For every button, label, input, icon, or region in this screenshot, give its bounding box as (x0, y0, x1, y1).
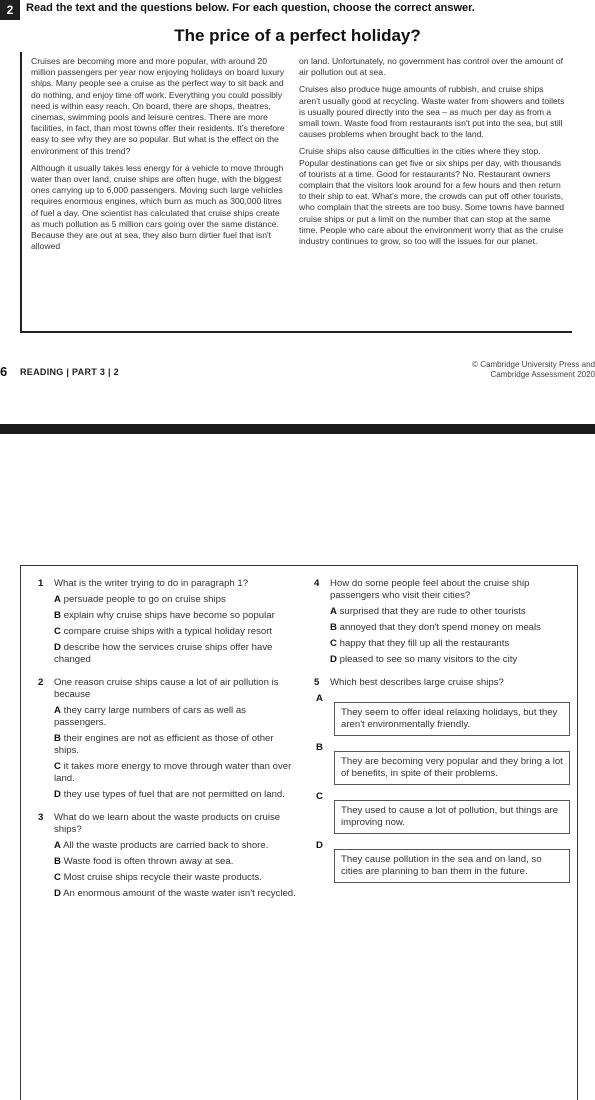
question-number-badge: 2 (0, 0, 20, 20)
option-letter: B (54, 856, 61, 867)
answer-option[interactable] (38, 610, 300, 622)
option-letter: A (330, 606, 337, 617)
answer-option[interactable] (38, 733, 300, 757)
answer-option[interactable] (314, 622, 570, 634)
option-letter: C (54, 872, 61, 883)
option-text: compare cruise ships with a typical holiday resort (63, 626, 273, 637)
option-letter: A (316, 693, 323, 704)
option-text: An enormous amount of the waste water isn't recycled. (63, 888, 296, 899)
question-num: 5 (314, 677, 320, 688)
question-stem: Which best describes large cruise ships? (330, 677, 504, 688)
option-letter: C (330, 638, 337, 649)
option-letter: A (54, 594, 61, 605)
answer-option[interactable] (38, 761, 300, 785)
article-paragraph: Although it usually takes less energy for a vehicle to move through water than over land, cruise ships are often huge, with the biggest ones carrying up to 6,000 passengers. Moving such large vehicles requires enormous engines, which burn as much as 300,000 litres of fuel a day. One scientist has calculated that cruise ships create as much pollution as 5 million cars going over the same distance. Because they are out at sea, they also burn dirtier fuel that isn't allowed (31, 162, 284, 252)
question-stem: One reason cruise ships cause a lot of air pollution is because (54, 677, 279, 700)
option-text: annoyed that they don't spend money on meals (339, 622, 541, 633)
article-left-rule (20, 52, 22, 332)
section-label: READING | PART 3 | 2 (20, 367, 119, 377)
option-text: Waste food is often thrown away at sea. (63, 856, 234, 867)
option-letter: B (316, 742, 323, 753)
page-number: 6 (0, 364, 8, 379)
answer-option[interactable] (38, 872, 300, 884)
answer-option[interactable] (38, 594, 300, 606)
copyright-line: © Cambridge University Press and (472, 360, 595, 369)
boxed-answer-option[interactable] (314, 840, 570, 883)
option-text: Most cruise ships recycle their waste products. (63, 872, 262, 883)
article-paragraph: Cruise ships also cause difficulties in the cities where they stop. Popular destinations can get five or six ships per day, with thousands of tourists at a time. Good for restaurants? No. Restaurant owners complain that the visitors look around for a few hours and then return to their ship to eat. What's more, the crowds can put off other tourists, who complain that the streets are too busy. Some towns have banned cruise ships or put a limit on the number that can stop at the same time. People who care about the environment worry that as the cruise industry continues to grow, so too will the issues for our planet. (299, 146, 564, 247)
option-text: it takes more energy to move through water than over land. (54, 761, 292, 784)
option-letter: C (54, 761, 61, 772)
article-column-2 (299, 56, 567, 253)
option-text-box: They used to cause a lot of pollution, but things are improving now. (334, 800, 570, 834)
option-text: they carry large numbers of cars as well as passengers. (54, 705, 246, 728)
article-column-1 (31, 56, 291, 258)
answer-option[interactable] (38, 626, 300, 638)
answer-option[interactable] (38, 888, 300, 900)
option-text: surprised that they are rude to other tourists (339, 606, 526, 617)
option-text-box: They seem to offer ideal relaxing holidays, but they aren't environmentally friendly. (334, 702, 570, 736)
option-letter: D (54, 642, 61, 653)
answer-option[interactable] (314, 606, 570, 618)
questions-right-column (314, 578, 570, 894)
option-letter: B (54, 733, 61, 744)
option-text: happy that they fill up all the restaurants (339, 638, 510, 649)
option-letter: B (54, 610, 61, 621)
option-letter: B (330, 622, 337, 633)
answer-option[interactable] (38, 789, 300, 801)
option-text: they use types of fuel that are not permitted on land. (63, 789, 285, 800)
option-letter: D (54, 789, 61, 800)
article-paragraph: Cruises are becoming more and more popular, with around 20 million passengers per year now enjoying holidays on board luxury ships. Many people see a cruise as the perfect way to sit back and do nothing, and enjoy time off work. Everything you could possibly need is within easy reach. On board, there are shops, theatres, cinemas, swimming pools and leisure centres. There are more facilities, in fact, than most towns offer their residents. It's therefore easy to see why they are so popular. But what is the effect on the environment of this trend? (31, 56, 285, 156)
question-stem: What do we learn about the waste products on cruise ships? (54, 812, 281, 835)
question-4 (314, 578, 570, 666)
option-letter: C (54, 626, 61, 637)
question-num: 1 (38, 578, 44, 589)
boxed-answer-option[interactable] (314, 791, 570, 834)
boxed-answer-option[interactable] (314, 742, 570, 785)
option-text-box: They cause pollution in the sea and on land, so cities are planning to ban them in the future. (334, 849, 570, 883)
option-letter: C (316, 791, 323, 802)
option-letter: D (330, 654, 337, 665)
option-text-box: They are becoming very popular and they bring a lot of benefits, in spite of their problems. (334, 751, 570, 785)
instructions: Read the text and the questions below. For each question, choose the correct answer. (26, 2, 475, 14)
option-text: describe how the services cruise ships offer have changed (54, 642, 273, 665)
answer-option[interactable] (314, 654, 570, 666)
answer-option[interactable] (38, 705, 300, 729)
copyright-line: Cambridge Assessment 2020 (490, 370, 595, 379)
question-stem: How do some people feel about the cruise ship passengers who visit their cities? (330, 578, 530, 601)
question-3 (38, 812, 300, 900)
page-separator (0, 424, 595, 434)
answer-option[interactable] (38, 856, 300, 868)
option-text: their engines are not as efficient as those of other ships. (54, 733, 274, 756)
answer-option[interactable] (38, 840, 300, 852)
option-text: pleased to see so many visitors to the city (339, 654, 518, 665)
question-stem: What is the writer trying to do in paragraph 1? (54, 578, 249, 589)
question-num: 2 (38, 677, 44, 688)
option-letter: A (54, 840, 61, 851)
option-letter: A (54, 705, 61, 716)
option-text: persuade people to go on cruise ships (63, 594, 226, 605)
answer-option[interactable] (38, 642, 300, 666)
question-num: 4 (314, 578, 320, 589)
option-text: All the waste products are carried back to shore. (63, 840, 269, 851)
question-num: 3 (38, 812, 44, 823)
question-2 (38, 677, 300, 801)
article-paragraph: Cruises also produce huge amounts of rubbish, and cruise ships aren't usually good at recycling. Waste water from showers and toilets is usually poured directly into the sea – as much per day as from a small town. Waste food from restaurants isn't put into the sea, but still causes problems when brought back to the land. (299, 84, 565, 140)
questions-left-column (38, 578, 300, 911)
boxed-answer-option[interactable] (314, 693, 570, 736)
option-text: explain why cruise ships have become so popular (63, 610, 275, 621)
option-letter: D (54, 888, 61, 899)
question-1 (38, 578, 300, 666)
question-5 (314, 677, 570, 883)
copyright-notice (385, 360, 595, 380)
option-letter: D (316, 840, 323, 851)
article-bottom-rule (20, 331, 572, 333)
answer-option[interactable] (314, 638, 570, 650)
article-title: The price of a perfect holiday? (174, 26, 421, 45)
article-paragraph: on land. Unfortunately, no government has control over the amount of air pollution out at sea. (299, 56, 564, 78)
